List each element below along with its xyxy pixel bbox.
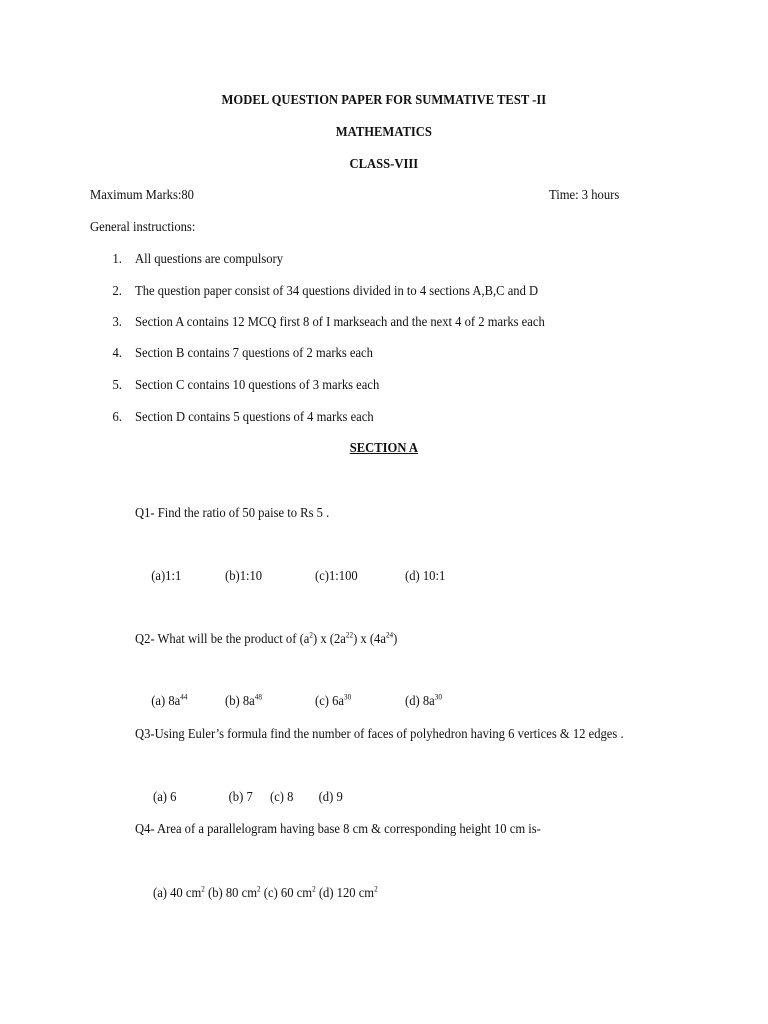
- instruction-text: Section C contains 10 questions of 3 marks each: [135, 378, 380, 393]
- q4-option-label: (c) 60 cm: [263, 886, 313, 901]
- q4-option-exponent: 2: [201, 884, 205, 894]
- instruction-text: Section D contains 5 questions of 4 marks each: [135, 410, 374, 425]
- instruction-text: All questions are compulsory: [135, 252, 284, 267]
- question-2: [135, 632, 397, 648]
- q2-option-exponent: 44: [180, 692, 188, 702]
- q4-options: [153, 886, 378, 902]
- instruction-number: 5.: [112, 378, 122, 393]
- q3-option-d: (d) 9: [318, 790, 343, 805]
- instruction-number: 2.: [112, 284, 122, 299]
- q2-option-label: (d) 8a: [405, 694, 435, 709]
- paper-title: MODEL QUESTION PAPER FOR SUMMATIVE TEST -II: [221, 93, 547, 108]
- instruction-number: 1.: [112, 252, 122, 267]
- q3-option-c: (c) 8: [270, 790, 294, 805]
- q2-option-a: [151, 694, 187, 710]
- instruction-number: 6.: [112, 410, 122, 425]
- q1-option-a: (a)1:1: [151, 569, 182, 584]
- q2-exponent: 22: [345, 630, 354, 640]
- q2-option-exponent: 30: [434, 692, 442, 702]
- q1-option-b: (b)1:10: [225, 569, 263, 584]
- instruction-text: The question paper consist of 34 questions divided in to 4 sections A,B,C and D: [135, 284, 539, 299]
- q1-option-c: (c)1:100: [315, 569, 358, 584]
- q2-exponent: 24: [385, 630, 394, 640]
- q2-text: ) x (4a: [353, 632, 386, 647]
- q2-text: ) x (2a: [312, 632, 346, 647]
- instruction-text: Section B contains 7 questions of 2 marks each: [135, 346, 373, 361]
- q2-option-exponent: 48: [254, 692, 262, 702]
- q4-option-b: [208, 886, 261, 902]
- q4-option-exponent: 2: [257, 884, 261, 894]
- question-1: Q1- Find the ratio of 50 paise to Rs 5 .: [135, 506, 330, 521]
- q2-option-label: (b) 8a: [225, 694, 255, 709]
- q2-option-d: [405, 694, 442, 710]
- instruction-number: 3.: [112, 315, 122, 330]
- q4-option-a: [153, 886, 205, 902]
- q4-option-exponent: 2: [312, 884, 316, 894]
- subject-title: MATHEMATICS: [335, 125, 432, 140]
- q2-option-label: (c) 6a: [315, 694, 345, 709]
- q2-text: ): [393, 632, 398, 647]
- q4-option-d: [319, 886, 378, 902]
- class-title: CLASS-VIII: [349, 157, 419, 172]
- q2-option-label: (a) 8a: [151, 694, 181, 709]
- instruction-number: 4.: [112, 346, 122, 361]
- q2-option-exponent: 30: [344, 692, 352, 702]
- q3-option-b: (b) 7: [228, 790, 253, 805]
- instruction-text: Section A contains 12 MCQ first 8 of I markseach and the next 4 of 2 marks each: [135, 315, 545, 330]
- q2-exponent: 2: [309, 630, 313, 640]
- q2-option-c: [315, 694, 351, 710]
- max-marks: Maximum Marks:80: [90, 188, 194, 203]
- time-allowed: Time: 3 hours: [549, 188, 620, 203]
- q2-text: Q2- What will be the product of (a: [135, 632, 310, 647]
- section-a-title: SECTION A: [349, 441, 418, 456]
- q4-option-label: (b) 80 cm: [208, 886, 258, 901]
- question-4: Q4- Area of a parallelogram having base 8 cm & corresponding height 10 cm is-: [135, 822, 541, 837]
- q2-option-b: [225, 694, 262, 710]
- instructions-heading: General instructions:: [90, 220, 196, 235]
- question-3: Q3-Using Euler’s formula find the number of faces of polyhedron having 6 vertices & 12 edges .: [135, 727, 624, 742]
- q4-option-exponent: 2: [374, 884, 378, 894]
- q4-option-label: (d) 120 cm: [318, 886, 375, 901]
- q3-option-a: (a) 6: [153, 790, 177, 805]
- q4-option-c: [264, 886, 316, 902]
- q4-option-label: (a) 40 cm: [153, 886, 202, 901]
- q1-option-d: (d) 10:1: [405, 569, 446, 584]
